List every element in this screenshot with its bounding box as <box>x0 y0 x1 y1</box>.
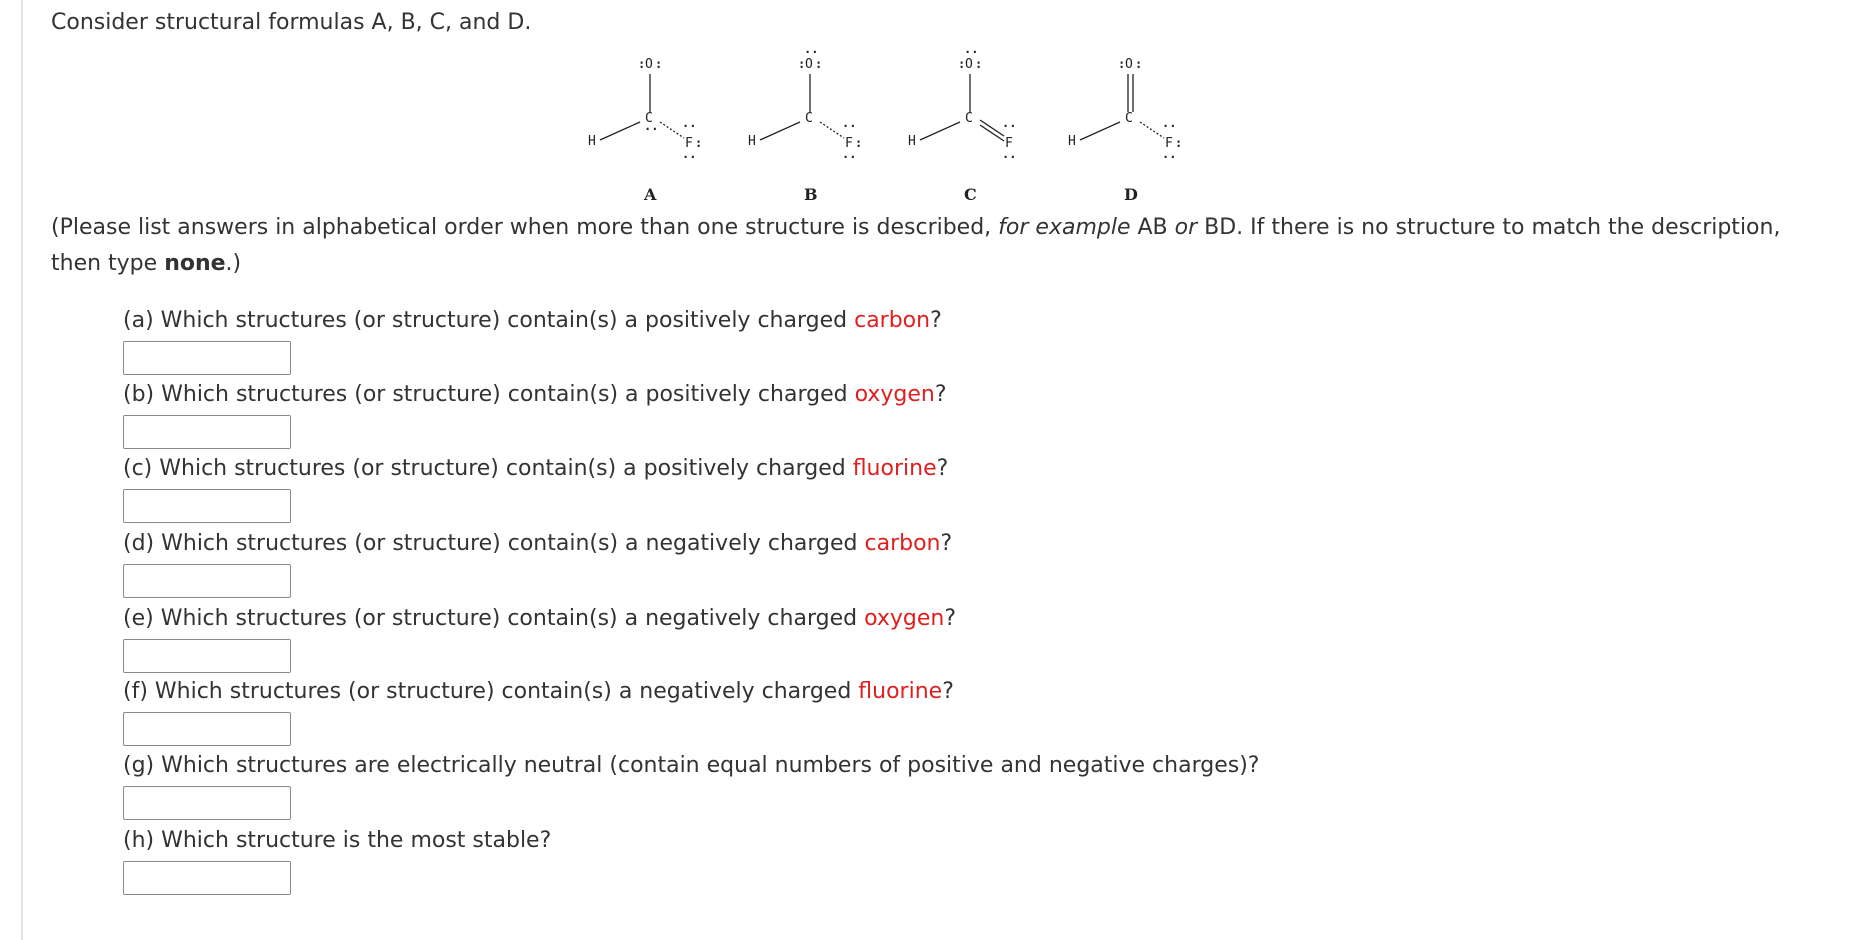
answer-input-c[interactable] <box>123 489 291 523</box>
structure-c-fluorine: F <box>1005 136 1013 151</box>
structure-b-hydrogen: H <box>748 134 756 149</box>
structure-b-carbon: C <box>805 111 813 126</box>
structure-c-label: C <box>964 185 977 200</box>
svg-text::: : <box>975 57 983 71</box>
instructions-text: (Please list answers in alphabetical order when more than one structure is described, for example AB or BD. If there is no structure to match the description, then type none.) <box>51 215 1781 276</box>
svg-text:··: ·· <box>804 45 819 59</box>
svg-text:··: ·· <box>1002 119 1017 133</box>
structure-c-hydrogen: H <box>908 134 916 149</box>
structure-a-fluorine: F <box>685 136 693 151</box>
svg-text:··: ·· <box>1162 119 1177 133</box>
svg-text::: : <box>1118 57 1126 71</box>
answer-input-a[interactable] <box>123 341 291 375</box>
structure-d-oxygen: O <box>1125 57 1133 72</box>
structure-a-label: A <box>644 185 657 200</box>
svg-text:··: ·· <box>842 150 857 164</box>
svg-text::: : <box>655 57 663 71</box>
question-d: (d) Which structures (or structure) contain(s) a negatively charged carbon? <box>123 530 952 598</box>
svg-text::: : <box>638 57 646 71</box>
structure-d-carbon: C <box>1125 111 1133 126</box>
structural-formulas-svg <box>580 40 1320 200</box>
structure-b-oxygen: O <box>805 57 813 72</box>
question-b: (b) Which structures (or structure) contain(s) a positively charged oxygen? <box>123 381 947 449</box>
question-c: (c) Which structures (or structure) contain(s) a positively charged fluorine? <box>123 455 948 523</box>
structure-d-fluorine: F <box>1165 136 1173 151</box>
svg-text::: : <box>1175 136 1183 150</box>
structure-a-carbon: C <box>645 111 653 126</box>
svg-text::: : <box>855 136 863 150</box>
svg-text::: : <box>695 136 703 150</box>
intro-text: Consider structural formulas A, B, C, and D. <box>51 10 532 35</box>
structure-a <box>588 57 702 200</box>
question-a: (a) Which structures (or structure) contain(s) a positively charged carbon? <box>123 307 942 375</box>
svg-text:··: ·· <box>1002 150 1017 164</box>
svg-text::: : <box>798 57 806 71</box>
answer-input-h[interactable] <box>123 861 291 895</box>
question-g: (g) Which structures are electrically neutral (contain equal numbers of positive and negative charges)? <box>123 752 1259 820</box>
structure-a-oxygen: O <box>645 57 653 72</box>
structure-b-fluorine: F <box>845 136 853 151</box>
structure-d-hydrogen: H <box>1068 134 1076 149</box>
svg-text:··: ·· <box>682 119 697 133</box>
svg-text:··: ·· <box>682 150 697 164</box>
answer-input-b[interactable] <box>123 415 291 449</box>
answer-input-f[interactable] <box>123 712 291 746</box>
svg-text:··: ·· <box>1162 150 1177 164</box>
structure-c-oxygen: O <box>965 57 973 72</box>
structure-b-label: B <box>804 185 818 200</box>
svg-text::: : <box>1135 57 1143 71</box>
structures-figure <box>580 40 1320 200</box>
structure-c <box>908 45 1016 200</box>
question-e: (e) Which structures (or structure) contain(s) a negatively charged oxygen? <box>123 605 956 673</box>
structure-b <box>748 45 862 200</box>
svg-text::: : <box>958 57 966 71</box>
structure-d <box>1068 57 1182 200</box>
svg-text:··: ·· <box>842 119 857 133</box>
question-f: (f) Which structures (or structure) contain(s) a negatively charged fluorine? <box>123 678 954 746</box>
svg-text::: : <box>815 57 823 71</box>
structure-c-carbon: C <box>965 111 973 126</box>
svg-text:··: ·· <box>964 45 979 59</box>
answer-input-e[interactable] <box>123 639 291 673</box>
svg-text:··: ·· <box>644 122 659 136</box>
left-border-rule <box>21 0 23 940</box>
structure-a-hydrogen: H <box>588 134 596 149</box>
question-h: (h) Which structure is the most stable? <box>123 827 551 895</box>
structure-d-label: D <box>1124 185 1138 200</box>
answer-input-d[interactable] <box>123 564 291 598</box>
answer-input-g[interactable] <box>123 786 291 820</box>
